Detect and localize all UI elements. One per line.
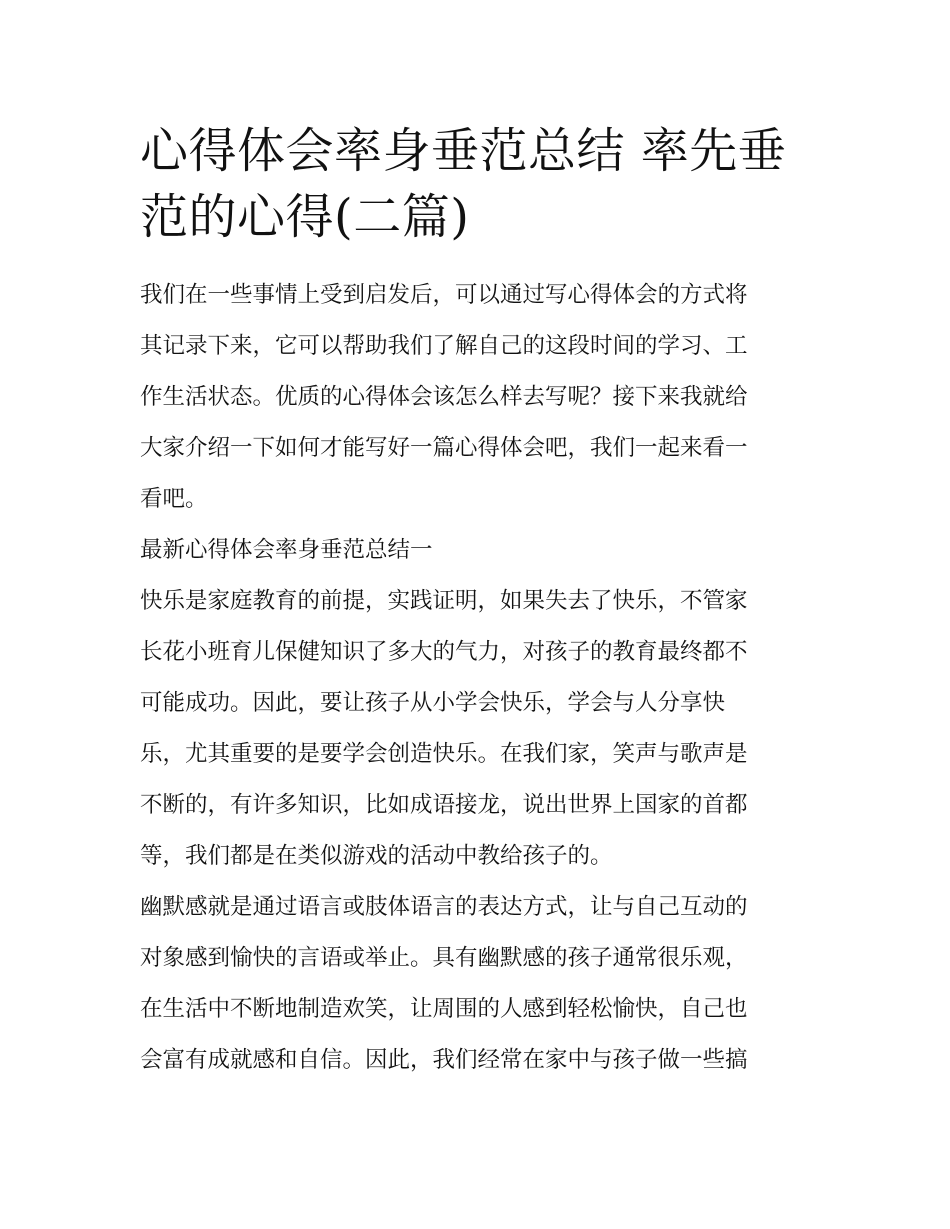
body-paragraph [140, 576, 812, 882]
text-line: 最新心得体会率身垂范总结一 [140, 537, 433, 563]
title-line: 范的心得(二篇) [140, 189, 470, 245]
text-line: 快乐是家庭教育的前提，实践证明，如果失去了快乐，不管家 [140, 588, 748, 614]
document-page [140, 118, 812, 1086]
intro-paragraph [140, 270, 812, 525]
section-heading [140, 525, 812, 576]
text-line: 等，我们都是在类似游戏的活动中教给孩子的。 [140, 843, 613, 869]
document-title [140, 118, 812, 250]
text-line: 可能成功。因此，要让孩子从小学会快乐，学会与人分享快 [140, 690, 726, 716]
text-line: 其记录下来，它可以帮助我们了解自己的这段时间的学习、工 [140, 333, 748, 359]
text-line: 长花小班育儿保健知识了多大的气力，对孩子的教育最终都不 [140, 639, 748, 665]
text-line: 乐，尤其重要的是要学会创造快乐。在我们家，笑声与歌声是 [140, 741, 748, 767]
text-line: 幽默感就是通过语言或肢体语言的表达方式，让与自己互动的 [140, 894, 748, 920]
text-line: 大家介绍一下如何才能写好一篇心得体会吧，我们一起来看一 [140, 435, 748, 461]
title-line: 心得体会率身垂范总结 率先垂 [140, 123, 787, 179]
body-paragraph [140, 882, 812, 1086]
text-line: 对象感到愉快的言语或举止。具有幽默感的孩子通常很乐观， [140, 945, 748, 971]
document-body [140, 270, 812, 1086]
text-line: 作生活状态。优质的心得体会该怎么样去写呢？接下来我就给 [140, 384, 748, 410]
text-line: 在生活中不断地制造欢笑，让周围的人感到轻松愉快，自己也 [140, 996, 748, 1022]
text-line: 会富有成就感和自信。因此，我们经常在家中与孩子做一些搞 [140, 1047, 748, 1073]
text-line: 看吧。 [140, 486, 208, 512]
text-line: 不断的，有许多知识，比如成语接龙，说出世界上国家的首都 [140, 792, 748, 818]
text-line: 我们在一些事情上受到启发后，可以通过写心得体会的方式将 [140, 282, 748, 308]
